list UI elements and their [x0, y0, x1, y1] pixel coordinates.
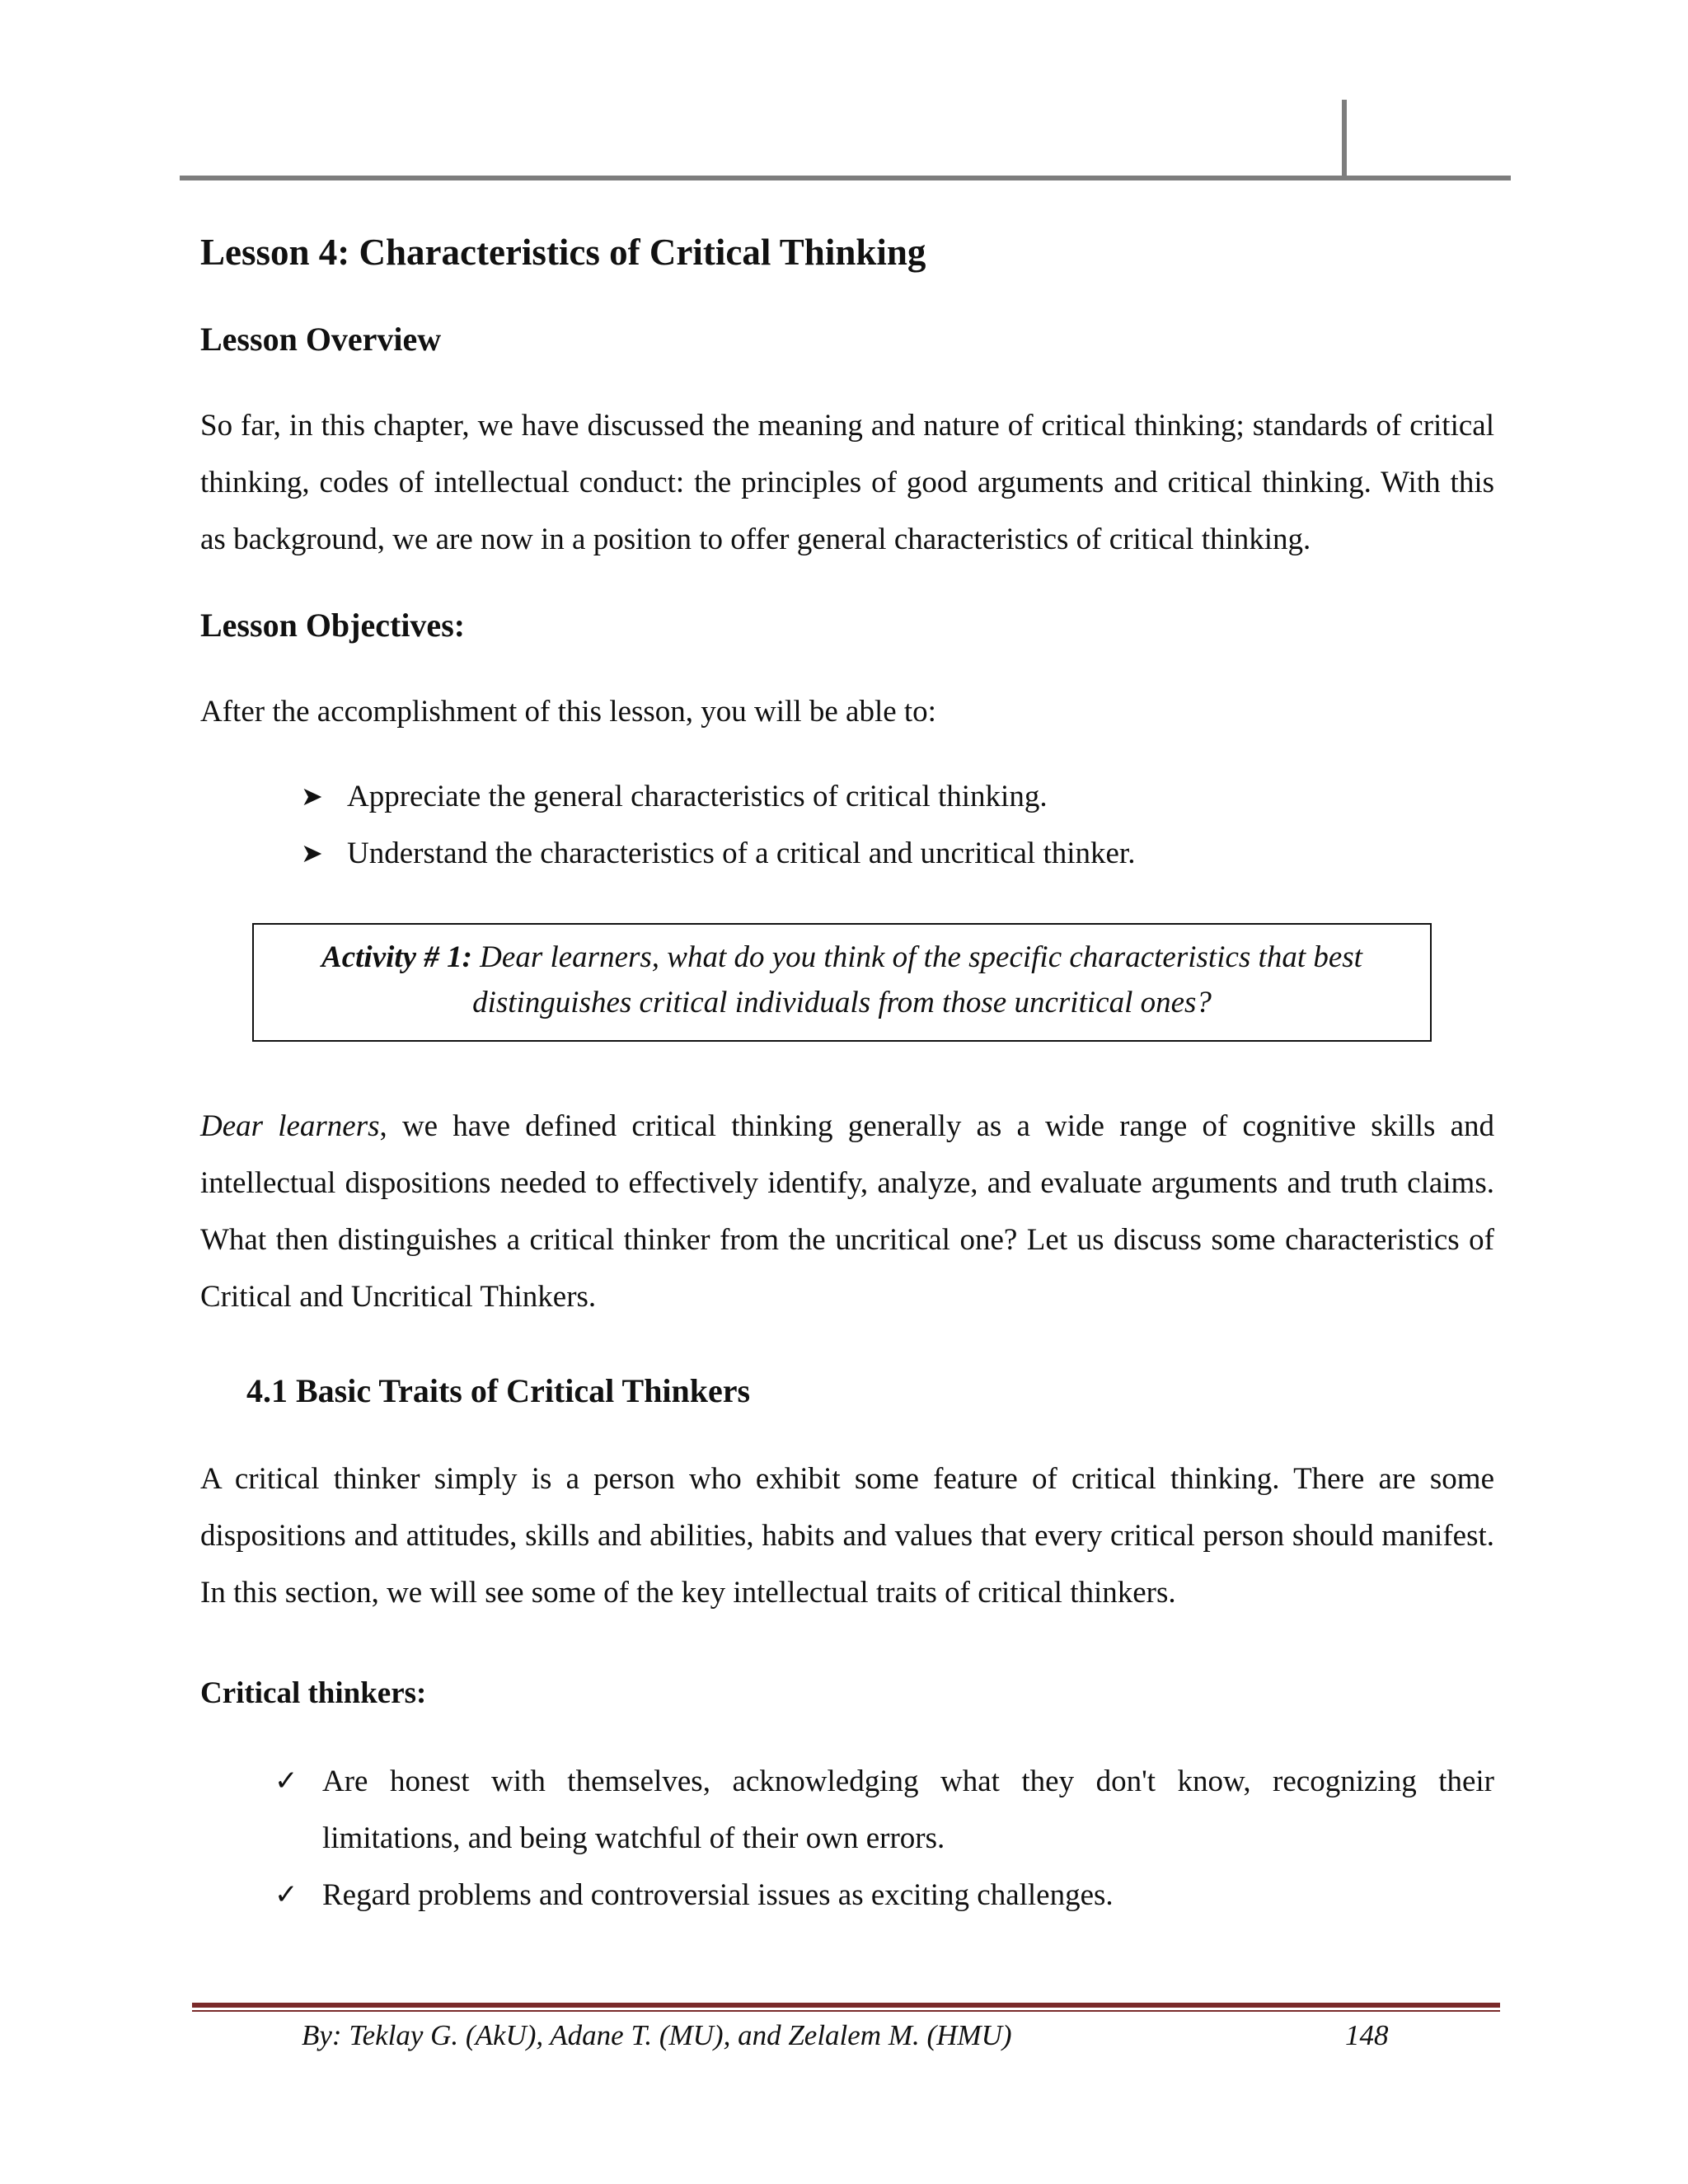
- trait-item-text: Are honest with themselves, acknowledging what they don't know, recognizing their limitations, and being watchful of their own errors.: [322, 1765, 1494, 1855]
- page-number: 148: [1345, 2019, 1389, 2051]
- objectives-list: [200, 768, 1494, 882]
- objectives-heading: Lesson Objectives:: [200, 607, 466, 644]
- overview-heading: Lesson Overview: [200, 321, 442, 358]
- arrowhead-icon: ➤: [301, 838, 323, 868]
- checkmark-icon: ✓: [274, 1878, 298, 1911]
- subsection-number: 4.1: [246, 1372, 288, 1409]
- traits-paragraph: A critical thinker simply is a person who exhibit some feature of critical thinking. There are some dispositions and attitudes, skills and abilities, habits and values that every critical person should manifest. In this section, we will see some of the key intellectual traits of critical thinkers.: [200, 1462, 1494, 1610]
- footer-authors: By: Teklay G. (AkU), Adane T. (MU), and Zelalem M. (HMU): [302, 2019, 1012, 2051]
- subsection-title: Basic Traits of Critical Thinkers: [296, 1372, 751, 1409]
- trait-item: [274, 1753, 1494, 1867]
- page-content: [200, 214, 1494, 1924]
- critical-thinkers-list: [200, 1753, 1494, 1924]
- overview-text: So far, in this chapter, we have discussed the meaning and nature of critical thinking; standards of critical thinking, codes of intellectual conduct: the principles of good arguments and critical thinking. With this as background, we are now in a position to offer general characteristics of critical thinking.: [200, 409, 1494, 556]
- footer-rule: [192, 2003, 1500, 2008]
- activity-box: [252, 923, 1432, 1042]
- objectives-intro: After the accomplishment of this lesson, you will be able to:: [200, 695, 936, 729]
- objective-item: [301, 768, 1494, 825]
- header-tick: [1342, 100, 1347, 179]
- checkmark-icon: ✓: [274, 1765, 298, 1797]
- trait-item: [274, 1867, 1494, 1924]
- dear-learners-lead: Dear learners: [200, 1109, 380, 1143]
- objective-item-text: Appreciate the general characteristics of critical thinking.: [347, 780, 1048, 813]
- objective-item-text: Understand the characteristics of a critical and uncritical thinker.: [347, 837, 1136, 870]
- footer-rule-thin: [192, 2010, 1500, 2012]
- dear-learners-paragraph: [200, 1098, 1494, 1325]
- arrowhead-icon: ➤: [301, 781, 323, 811]
- header-rule: [180, 176, 1511, 180]
- lesson-title: Lesson 4: Characteristics of Critical Thinking: [200, 232, 926, 273]
- critical-thinkers-heading: Critical thinkers:: [200, 1676, 427, 1710]
- objective-item: [301, 825, 1494, 882]
- trait-item-text: Regard problems and controversial issues as exciting challenges.: [322, 1878, 1114, 1912]
- activity-text: Dear learners, what do you think of the specific characteristics that best distinguishes critical individuals from those uncritical ones?: [471, 940, 1362, 1019]
- dear-learners-text: , we have defined critical thinking generally as a wide range of cognitive skills and intellectual dispositions needed to effectively identify, analyze, and evaluate arguments and truth claims. What then distinguishes a critical thinker from the uncritical one? Let us discuss some characteristics of Critical and Uncritical Thinkers.: [200, 1109, 1494, 1314]
- subsection-heading: [246, 1365, 1494, 1418]
- activity-label: Activity # 1:: [321, 940, 472, 974]
